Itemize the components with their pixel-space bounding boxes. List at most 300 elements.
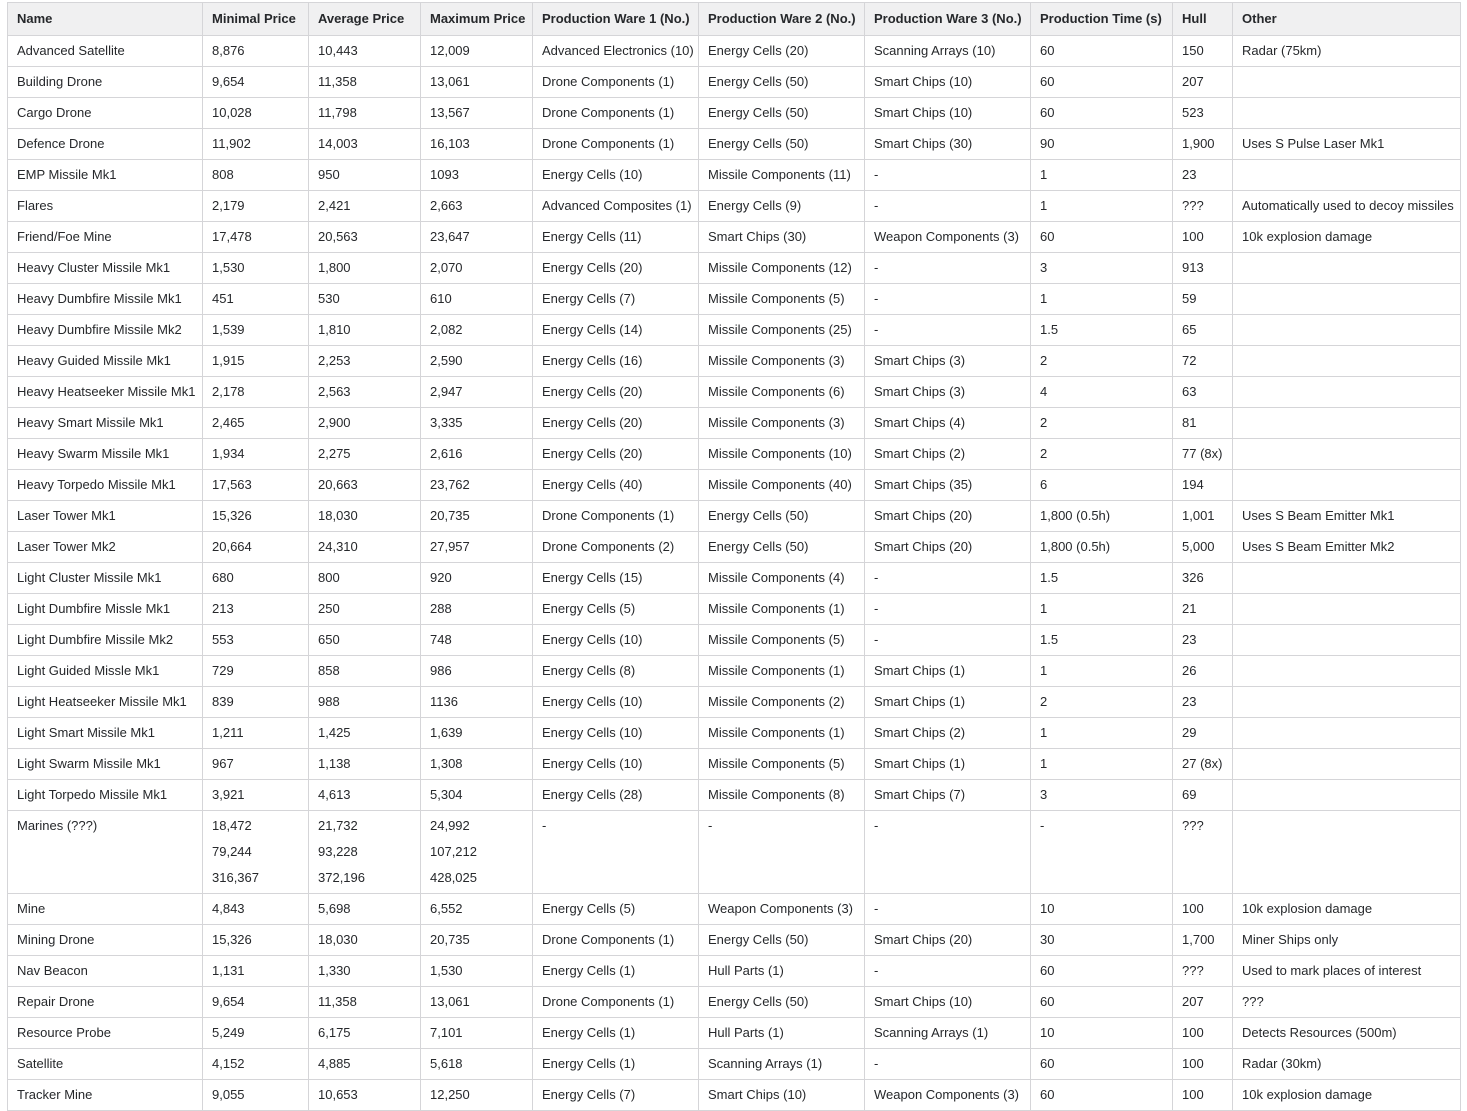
cell-production-ware-1: Energy Cells (11) (533, 222, 699, 253)
cell-average-price: 650 (309, 625, 421, 656)
cell-production-ware-2: Energy Cells (50) (699, 925, 865, 956)
cell-other (1233, 687, 1461, 718)
cell-production-time: 60 (1031, 98, 1173, 129)
cell-minimal-price: 17,563 (203, 470, 309, 501)
column-header-production-ware-3: Production Ware 3 (No.) (865, 3, 1031, 36)
cell-minimal-price: 15,326 (203, 501, 309, 532)
cell-minimal-price: 20,664 (203, 532, 309, 563)
cell-minimal-price: 680 (203, 563, 309, 594)
cell-production-ware-2: Missile Components (6) (699, 377, 865, 408)
cell-hull: 23 (1173, 625, 1233, 656)
cell-other (1233, 315, 1461, 346)
cell-average-price: 2,253 (309, 346, 421, 377)
cell-production-time: 1 (1031, 749, 1173, 780)
cell-production-ware-2: Missile Components (5) (699, 749, 865, 780)
cell-average-price: 1,330 (309, 956, 421, 987)
cell-other: Radar (30km) (1233, 1049, 1461, 1080)
table-row (8, 718, 1461, 749)
cell-minimal-price: 2,178 (203, 377, 309, 408)
cell-maximum-price: 27,957 (421, 532, 533, 563)
cell-production-time: 3 (1031, 253, 1173, 284)
cell-maximum-price: 1,530 (421, 956, 533, 987)
cell-production-ware-2: Missile Components (11) (699, 160, 865, 191)
cell-maximum-price: 1,639 (421, 718, 533, 749)
cell-production-ware-2: Missile Components (3) (699, 408, 865, 439)
cell-average-price: 1,810 (309, 315, 421, 346)
cell-hull: 59 (1173, 284, 1233, 315)
cell-average-price: 2,900 (309, 408, 421, 439)
cell-name: Heavy Cluster Missile Mk1 (8, 253, 203, 284)
cell-production-time: 1.5 (1031, 625, 1173, 656)
cell-production-ware-3: - (865, 284, 1031, 315)
cell-maximum-price (421, 811, 533, 894)
cell-hull: 523 (1173, 98, 1233, 129)
cell-name: Light Swarm Missile Mk1 (8, 749, 203, 780)
cell-minimal-price: 15,326 (203, 925, 309, 956)
table-row (8, 625, 1461, 656)
cell-production-ware-2: Missile Components (12) (699, 253, 865, 284)
cell-production-ware-2: - (699, 811, 865, 894)
cell-production-ware-2: Missile Components (1) (699, 656, 865, 687)
cell-name: Laser Tower Mk1 (8, 501, 203, 532)
table-header (8, 3, 1461, 36)
cell-name: Mining Drone (8, 925, 203, 956)
cell-production-ware-2: Energy Cells (50) (699, 129, 865, 160)
cell-production-ware-2: Missile Components (3) (699, 346, 865, 377)
cell-hull: 194 (1173, 470, 1233, 501)
cell-production-ware-1: Energy Cells (10) (533, 687, 699, 718)
cell-name: Building Drone (8, 67, 203, 98)
cell-production-ware-3: - (865, 956, 1031, 987)
cell-production-ware-1: Drone Components (1) (533, 129, 699, 160)
cell-maximum-price: 1093 (421, 160, 533, 191)
cell-name: Heavy Swarm Missile Mk1 (8, 439, 203, 470)
cell-production-ware-1: Energy Cells (7) (533, 1080, 699, 1111)
cell-minimal-price: 8,876 (203, 36, 309, 67)
cell-hull: 65 (1173, 315, 1233, 346)
cell-hull: 23 (1173, 687, 1233, 718)
cell-production-ware-3: Smart Chips (3) (865, 377, 1031, 408)
cell-maximum-price: 12,009 (421, 36, 533, 67)
cell-minimal-price: 451 (203, 284, 309, 315)
cell-production-ware-2: Missile Components (5) (699, 284, 865, 315)
wiki-table-page (0, 2, 1467, 1102)
cell-production-ware-1: Energy Cells (1) (533, 1049, 699, 1080)
cell-name: EMP Missile Mk1 (8, 160, 203, 191)
cell-average-price: 950 (309, 160, 421, 191)
cell-production-ware-3: - (865, 594, 1031, 625)
cell-production-ware-2: Missile Components (1) (699, 594, 865, 625)
cell-production-time: 1 (1031, 160, 1173, 191)
cell-production-ware-2: Weapon Components (3) (699, 894, 865, 925)
cell-production-ware-3: Scanning Arrays (1) (865, 1018, 1031, 1049)
cell-production-ware-2: Hull Parts (1) (699, 956, 865, 987)
table-row (8, 1018, 1461, 1049)
cell-production-ware-2: Missile Components (4) (699, 563, 865, 594)
cell-production-ware-2: Missile Components (25) (699, 315, 865, 346)
cell-minimal-price: 213 (203, 594, 309, 625)
cell-production-ware-2: Missile Components (5) (699, 625, 865, 656)
cell-other (1233, 563, 1461, 594)
cell-production-ware-3: Smart Chips (7) (865, 780, 1031, 811)
cell-minimal-price: 1,539 (203, 315, 309, 346)
cell-production-ware-2: Energy Cells (50) (699, 67, 865, 98)
table-row (8, 470, 1461, 501)
cell-production-time: 60 (1031, 1049, 1173, 1080)
cell-minimal-price: 4,152 (203, 1049, 309, 1080)
cell-minimal-price: 1,934 (203, 439, 309, 470)
cell-production-ware-2: Energy Cells (50) (699, 532, 865, 563)
table-body (8, 36, 1461, 1111)
cell-minimal-price: 1,211 (203, 718, 309, 749)
cell-production-time: 10 (1031, 1018, 1173, 1049)
cell-other (1233, 811, 1461, 894)
cell-average-price: 20,563 (309, 222, 421, 253)
cell-production-ware-1: Advanced Electronics (10) (533, 36, 699, 67)
cell-maximum-price: 1136 (421, 687, 533, 718)
cell-hull: 27 (8x) (1173, 749, 1233, 780)
table-row (8, 780, 1461, 811)
cell-average-price: 14,003 (309, 129, 421, 160)
cell-production-ware-2: Missile Components (2) (699, 687, 865, 718)
cell-other: Detects Resources (500m) (1233, 1018, 1461, 1049)
cell-line: 21,732 (318, 818, 358, 833)
cell-name: Light Cluster Missile Mk1 (8, 563, 203, 594)
cell-average-price: 5,698 (309, 894, 421, 925)
cell-line: 93,228 (318, 844, 358, 859)
cell-minimal-price: 2,179 (203, 191, 309, 222)
cell-other (1233, 718, 1461, 749)
cell-maximum-price: 23,762 (421, 470, 533, 501)
cell-hull: 100 (1173, 1080, 1233, 1111)
cell-maximum-price: 20,735 (421, 501, 533, 532)
cell-production-ware-2: Missile Components (10) (699, 439, 865, 470)
cell-maximum-price: 1,308 (421, 749, 533, 780)
cell-other: ??? (1233, 987, 1461, 1018)
cell-other: Miner Ships only (1233, 925, 1461, 956)
cell-name: Heavy Smart Missile Mk1 (8, 408, 203, 439)
cell-average-price: 11,358 (309, 67, 421, 98)
cell-minimal-price: 729 (203, 656, 309, 687)
cell-production-ware-2: Energy Cells (50) (699, 987, 865, 1018)
cell-hull: 1,001 (1173, 501, 1233, 532)
cell-other (1233, 656, 1461, 687)
cell-name: Light Smart Missile Mk1 (8, 718, 203, 749)
cell-name: Light Torpedo Missile Mk1 (8, 780, 203, 811)
cell-production-ware-3: Smart Chips (1) (865, 656, 1031, 687)
cell-minimal-price (203, 811, 309, 894)
cell-other (1233, 749, 1461, 780)
cell-other (1233, 594, 1461, 625)
cell-production-time: 60 (1031, 956, 1173, 987)
cell-minimal-price: 967 (203, 749, 309, 780)
cell-production-time: 3 (1031, 780, 1173, 811)
cell-name: Light Heatseeker Missile Mk1 (8, 687, 203, 718)
cell-name: Marines (???) (8, 811, 203, 894)
cell-hull: 21 (1173, 594, 1233, 625)
cell-production-time: 1,800 (0.5h) (1031, 501, 1173, 532)
cell-production-ware-1: Energy Cells (5) (533, 594, 699, 625)
table-row (8, 656, 1461, 687)
cell-average-price: 6,175 (309, 1018, 421, 1049)
cell-maximum-price: 3,335 (421, 408, 533, 439)
cell-other (1233, 67, 1461, 98)
cell-average-price: 800 (309, 563, 421, 594)
cell-production-time: 10 (1031, 894, 1173, 925)
column-header-maximum-price: Maximum Price (421, 3, 533, 36)
cell-hull: ??? (1173, 956, 1233, 987)
cell-hull: 63 (1173, 377, 1233, 408)
cell-average-price: 2,563 (309, 377, 421, 408)
cell-production-ware-1: Drone Components (1) (533, 501, 699, 532)
cell-name: Light Dumbfire Missle Mk1 (8, 594, 203, 625)
cell-production-ware-1: Energy Cells (1) (533, 956, 699, 987)
table-row (8, 408, 1461, 439)
cell-production-ware-3: - (865, 1049, 1031, 1080)
cell-average-price: 18,030 (309, 925, 421, 956)
table-row (8, 315, 1461, 346)
cell-maximum-price: 7,101 (421, 1018, 533, 1049)
table-row (8, 811, 1461, 894)
cell-other: Automatically used to decoy missiles (1233, 191, 1461, 222)
cell-production-ware-2: Hull Parts (1) (699, 1018, 865, 1049)
cell-production-time: 4 (1031, 377, 1173, 408)
cell-line: 372,196 (318, 870, 365, 885)
cell-production-ware-2: Smart Chips (30) (699, 222, 865, 253)
header-row (8, 3, 1461, 36)
cell-production-ware-1: Advanced Composites (1) (533, 191, 699, 222)
cell-production-ware-1: Energy Cells (10) (533, 160, 699, 191)
cell-minimal-price: 2,465 (203, 408, 309, 439)
table-row (8, 749, 1461, 780)
cell-hull: 326 (1173, 563, 1233, 594)
cell-production-time: 1 (1031, 656, 1173, 687)
cell-maximum-price: 986 (421, 656, 533, 687)
cell-production-ware-3: Smart Chips (20) (865, 925, 1031, 956)
table-row (8, 284, 1461, 315)
cell-production-ware-1: Drone Components (2) (533, 532, 699, 563)
cell-production-ware-1: - (533, 811, 699, 894)
cell-production-time: 1.5 (1031, 315, 1173, 346)
cell-production-time: 1,800 (0.5h) (1031, 532, 1173, 563)
cell-production-ware-1: Energy Cells (1) (533, 1018, 699, 1049)
cell-maximum-price: 288 (421, 594, 533, 625)
column-header-production-ware-2: Production Ware 2 (No.) (699, 3, 865, 36)
cell-maximum-price: 2,663 (421, 191, 533, 222)
table-row (8, 377, 1461, 408)
cell-average-price: 1,800 (309, 253, 421, 284)
cell-other (1233, 284, 1461, 315)
cell-other (1233, 625, 1461, 656)
cell-production-ware-1: Energy Cells (8) (533, 656, 699, 687)
table-row (8, 1080, 1461, 1111)
cell-hull: 207 (1173, 987, 1233, 1018)
cell-other (1233, 346, 1461, 377)
cell-average-price: 11,358 (309, 987, 421, 1018)
table-row (8, 987, 1461, 1018)
cell-production-ware-1: Energy Cells (14) (533, 315, 699, 346)
cell-maximum-price: 610 (421, 284, 533, 315)
cell-production-time: 30 (1031, 925, 1173, 956)
cell-production-time: 2 (1031, 408, 1173, 439)
cell-other: Uses S Beam Emitter Mk1 (1233, 501, 1461, 532)
cell-maximum-price: 6,552 (421, 894, 533, 925)
cell-name: Advanced Satellite (8, 36, 203, 67)
cell-production-ware-1: Energy Cells (20) (533, 439, 699, 470)
cell-other (1233, 408, 1461, 439)
cell-maximum-price: 5,618 (421, 1049, 533, 1080)
table-row (8, 253, 1461, 284)
cell-production-time: 2 (1031, 439, 1173, 470)
cell-name: Heavy Torpedo Missile Mk1 (8, 470, 203, 501)
cell-average-price: 988 (309, 687, 421, 718)
cell-name: Repair Drone (8, 987, 203, 1018)
cell-average-price: 24,310 (309, 532, 421, 563)
cell-name: Heavy Dumbfire Missile Mk1 (8, 284, 203, 315)
cell-maximum-price: 2,616 (421, 439, 533, 470)
cell-production-ware-3: Smart Chips (4) (865, 408, 1031, 439)
cell-production-ware-1: Energy Cells (5) (533, 894, 699, 925)
cell-production-time: 1.5 (1031, 563, 1173, 594)
column-header-hull: Hull (1173, 3, 1233, 36)
cell-hull: 81 (1173, 408, 1233, 439)
cell-other: 10k explosion damage (1233, 1080, 1461, 1111)
cell-average-price: 858 (309, 656, 421, 687)
cell-name: Cargo Drone (8, 98, 203, 129)
cell-production-time: 2 (1031, 687, 1173, 718)
cell-maximum-price: 2,590 (421, 346, 533, 377)
cell-production-ware-3: Smart Chips (2) (865, 718, 1031, 749)
cell-average-price: 4,613 (309, 780, 421, 811)
table-row (8, 532, 1461, 563)
cell-production-ware-2: Missile Components (40) (699, 470, 865, 501)
table-row (8, 894, 1461, 925)
cell-maximum-price: 13,061 (421, 987, 533, 1018)
table-row (8, 129, 1461, 160)
cell-hull: 26 (1173, 656, 1233, 687)
cell-hull: 100 (1173, 894, 1233, 925)
cell-maximum-price: 20,735 (421, 925, 533, 956)
cell-production-ware-3: Weapon Components (3) (865, 1080, 1031, 1111)
cell-line: 107,212 (430, 844, 477, 859)
table-row (8, 563, 1461, 594)
cell-line: 24,992 (430, 818, 470, 833)
equipment-stats-table (7, 2, 1461, 1111)
column-header-production-ware-1: Production Ware 1 (No.) (533, 3, 699, 36)
cell-production-ware-3: - (865, 315, 1031, 346)
cell-minimal-price: 553 (203, 625, 309, 656)
cell-production-time: 1 (1031, 594, 1173, 625)
cell-other (1233, 160, 1461, 191)
column-header-minimal-price: Minimal Price (203, 3, 309, 36)
cell-production-time: 6 (1031, 470, 1173, 501)
cell-production-ware-3: Smart Chips (10) (865, 987, 1031, 1018)
cell-production-ware-3: Smart Chips (10) (865, 98, 1031, 129)
cell-average-price: 530 (309, 284, 421, 315)
cell-average-price: 11,798 (309, 98, 421, 129)
cell-name: Friend/Foe Mine (8, 222, 203, 253)
cell-minimal-price: 839 (203, 687, 309, 718)
cell-minimal-price: 1,915 (203, 346, 309, 377)
cell-production-time: 60 (1031, 987, 1173, 1018)
table-row (8, 439, 1461, 470)
cell-other: 10k explosion damage (1233, 894, 1461, 925)
cell-hull: 100 (1173, 1049, 1233, 1080)
table-row (8, 346, 1461, 377)
column-header-name: Name (8, 3, 203, 36)
cell-other: Uses S Pulse Laser Mk1 (1233, 129, 1461, 160)
cell-minimal-price: 9,055 (203, 1080, 309, 1111)
cell-production-ware-2: Energy Cells (50) (699, 501, 865, 532)
cell-production-ware-2: Missile Components (8) (699, 780, 865, 811)
cell-production-ware-2: Energy Cells (20) (699, 36, 865, 67)
cell-maximum-price: 748 (421, 625, 533, 656)
cell-average-price: 1,138 (309, 749, 421, 780)
cell-average-price: 250 (309, 594, 421, 625)
cell-average-price: 1,425 (309, 718, 421, 749)
cell-production-time: 1 (1031, 191, 1173, 222)
table-row (8, 222, 1461, 253)
cell-production-ware-1: Energy Cells (40) (533, 470, 699, 501)
cell-hull: 150 (1173, 36, 1233, 67)
cell-average-price: 4,885 (309, 1049, 421, 1080)
cell-hull: ??? (1173, 811, 1233, 894)
cell-production-ware-2: Energy Cells (9) (699, 191, 865, 222)
cell-production-ware-1: Energy Cells (10) (533, 625, 699, 656)
cell-production-ware-1: Energy Cells (10) (533, 718, 699, 749)
cell-name: Heavy Dumbfire Missile Mk2 (8, 315, 203, 346)
cell-other (1233, 98, 1461, 129)
table-row (8, 501, 1461, 532)
cell-minimal-price: 1,131 (203, 956, 309, 987)
cell-production-ware-3: Smart Chips (10) (865, 67, 1031, 98)
cell-production-ware-3: - (865, 191, 1031, 222)
cell-hull: 69 (1173, 780, 1233, 811)
cell-production-time: 60 (1031, 67, 1173, 98)
cell-production-ware-1: Drone Components (1) (533, 925, 699, 956)
cell-production-time: 60 (1031, 1080, 1173, 1111)
cell-production-ware-1: Energy Cells (16) (533, 346, 699, 377)
cell-name: Heavy Guided Missile Mk1 (8, 346, 203, 377)
cell-production-ware-1: Energy Cells (20) (533, 408, 699, 439)
cell-production-ware-3: Smart Chips (30) (865, 129, 1031, 160)
cell-maximum-price: 5,304 (421, 780, 533, 811)
cell-other (1233, 439, 1461, 470)
table-row (8, 925, 1461, 956)
cell-production-ware-2: Missile Components (1) (699, 718, 865, 749)
cell-minimal-price: 11,902 (203, 129, 309, 160)
cell-hull: 1,900 (1173, 129, 1233, 160)
cell-average-price: 2,421 (309, 191, 421, 222)
cell-production-ware-1: Energy Cells (28) (533, 780, 699, 811)
cell-average-price: 18,030 (309, 501, 421, 532)
cell-production-time: 2 (1031, 346, 1173, 377)
cell-line: 79,244 (212, 844, 252, 859)
cell-maximum-price: 2,070 (421, 253, 533, 284)
cell-maximum-price: 23,647 (421, 222, 533, 253)
cell-maximum-price: 13,061 (421, 67, 533, 98)
cell-other: 10k explosion damage (1233, 222, 1461, 253)
table-row (8, 956, 1461, 987)
cell-average-price: 10,653 (309, 1080, 421, 1111)
cell-other: Used to mark places of interest (1233, 956, 1461, 987)
table-row (8, 160, 1461, 191)
cell-hull: 100 (1173, 222, 1233, 253)
cell-hull: 23 (1173, 160, 1233, 191)
cell-production-ware-3: Smart Chips (20) (865, 532, 1031, 563)
cell-name: Flares (8, 191, 203, 222)
cell-name: Tracker Mine (8, 1080, 203, 1111)
